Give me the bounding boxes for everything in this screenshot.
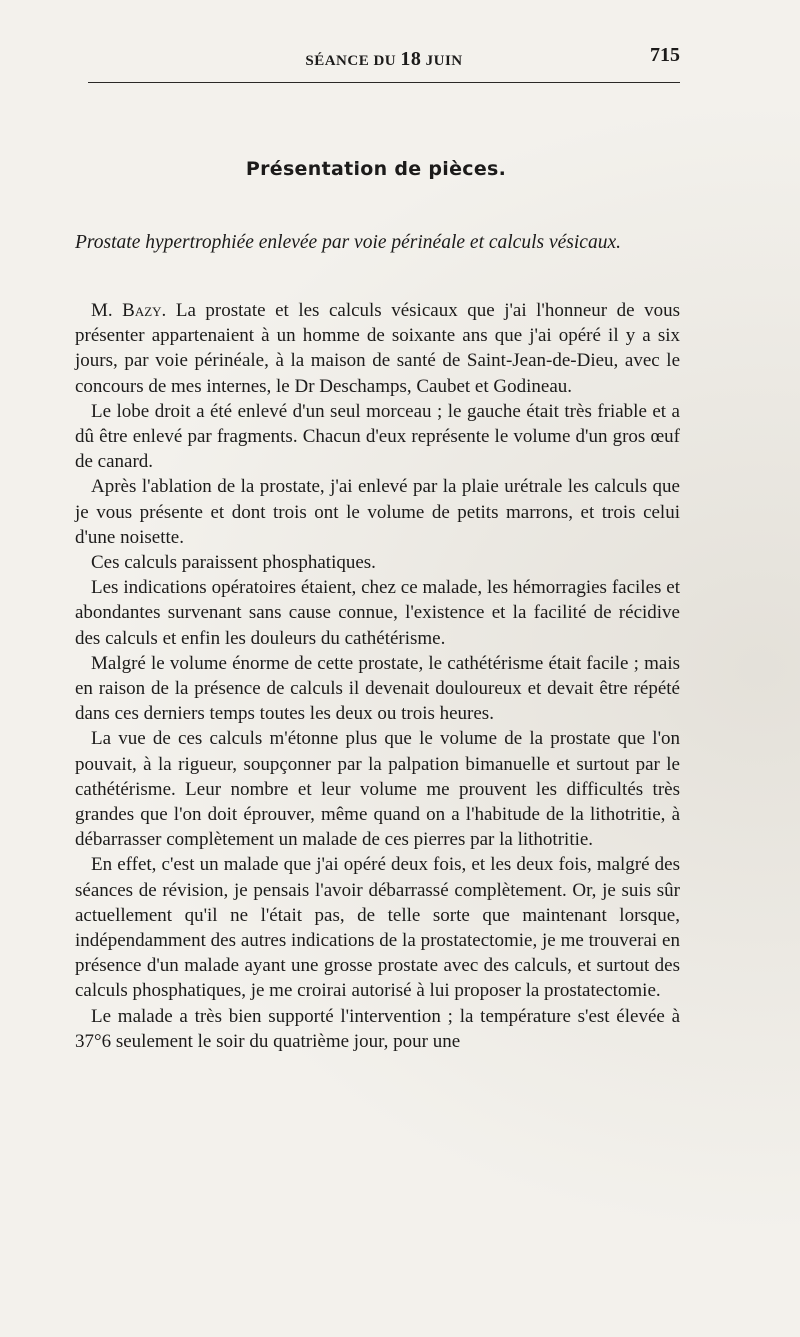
running-title-prefix: SÉANCE DU: [305, 53, 397, 69]
paragraph: En effet, c'est un malade que j'ai opéré deux fois, et les deux fois, malgré des séances de révision, je pensais l'avoir débarrassé complètement. Or, je suis sûr actuellement qu'il ne l'était pas, de telle sorte que maintenant lorsque, indépendamment des autres indications de la prostatectomie, je me trouverai en présence d'un malade ayant une grosse prostate avec des calculs, et surtout des calculs phosphatiques, je me croirai autorisé à lui proposer la prostatectomie.: [75, 854, 680, 1002]
running-title: [88, 48, 680, 71]
running-title-day: 18: [400, 48, 422, 70]
paragraph: Le malade a très bien supporté l'intervention ; la température s'est élevée à 37°6 seulement le soir du quatrième jour, pour une: [75, 1005, 680, 1052]
paragraph: Après l'ablation de la prostate, j'ai enlevé par la plaie urétrale les calculs que je vous présente et dont trois ont le volume de petits marrons, et trois celui d'une noisette.: [75, 476, 680, 548]
paragraph: [75, 298, 680, 399]
paragraph-text: La prostate et les calculs vésicaux que j'ai l'honneur de vous présenter appartenaient à un homme de soixante ans que j'ai opéré il y a six jours, par voie périnéale, à la maison de santé de Saint-Jean-de-Dieu, avec le concours de mes internes, le Dr Deschamps, Caubet et Godineau.: [75, 300, 680, 397]
header-rule: [88, 82, 680, 83]
article-subtitle: Prostate hypertrophiée enlevée par voie périnéale et calculs vésicaux.: [75, 232, 621, 253]
section-title: Présentation de pièces.: [245, 158, 507, 180]
paragraph: Ces calculs paraissent phosphatiques.: [91, 552, 376, 574]
running-title-month: JUIN: [425, 53, 463, 69]
page-number: 715: [650, 44, 680, 66]
paragraph: Malgré le volume énorme de cette prostate, le cathétérisme était facile ; mais en raison de la présence de calculs il devenait douloureux et devait être répété dans ces derniers temps toutes les deux ou trois heures.: [75, 652, 680, 725]
paragraph: Le lobe droit a été enlevé d'un seul morceau ; le gauche était très friable et a dû être enlevé par fragments. Chacun d'eux représente le volume d'un gros œuf de canard.: [75, 400, 680, 473]
paragraph: La vue de ces calculs m'étonne plus que le volume de la prostate que l'on pouvait, à la rigueur, soupçonner par la palpation bimanuelle et surtout par le cathétérisme. Leur nombre et leur volume me prouvent les difficultés très grandes que l'on doit éprouver, même quand on a l'habitude de la lithotritie, à débarrasser complètement un malade de ces pierres par la lithotritie.: [75, 728, 680, 851]
article-body: [75, 298, 680, 1054]
paragraph: Les indications opératoires étaient, chez ce malade, les hémorragies faciles et abondantes survenant sans cause connue, l'existence et la facilité de récidive des calculs et enfin les douleurs du cathétérisme.: [75, 577, 680, 649]
running-head: [88, 44, 680, 70]
speaker-name: M. Bazy.: [91, 300, 167, 321]
